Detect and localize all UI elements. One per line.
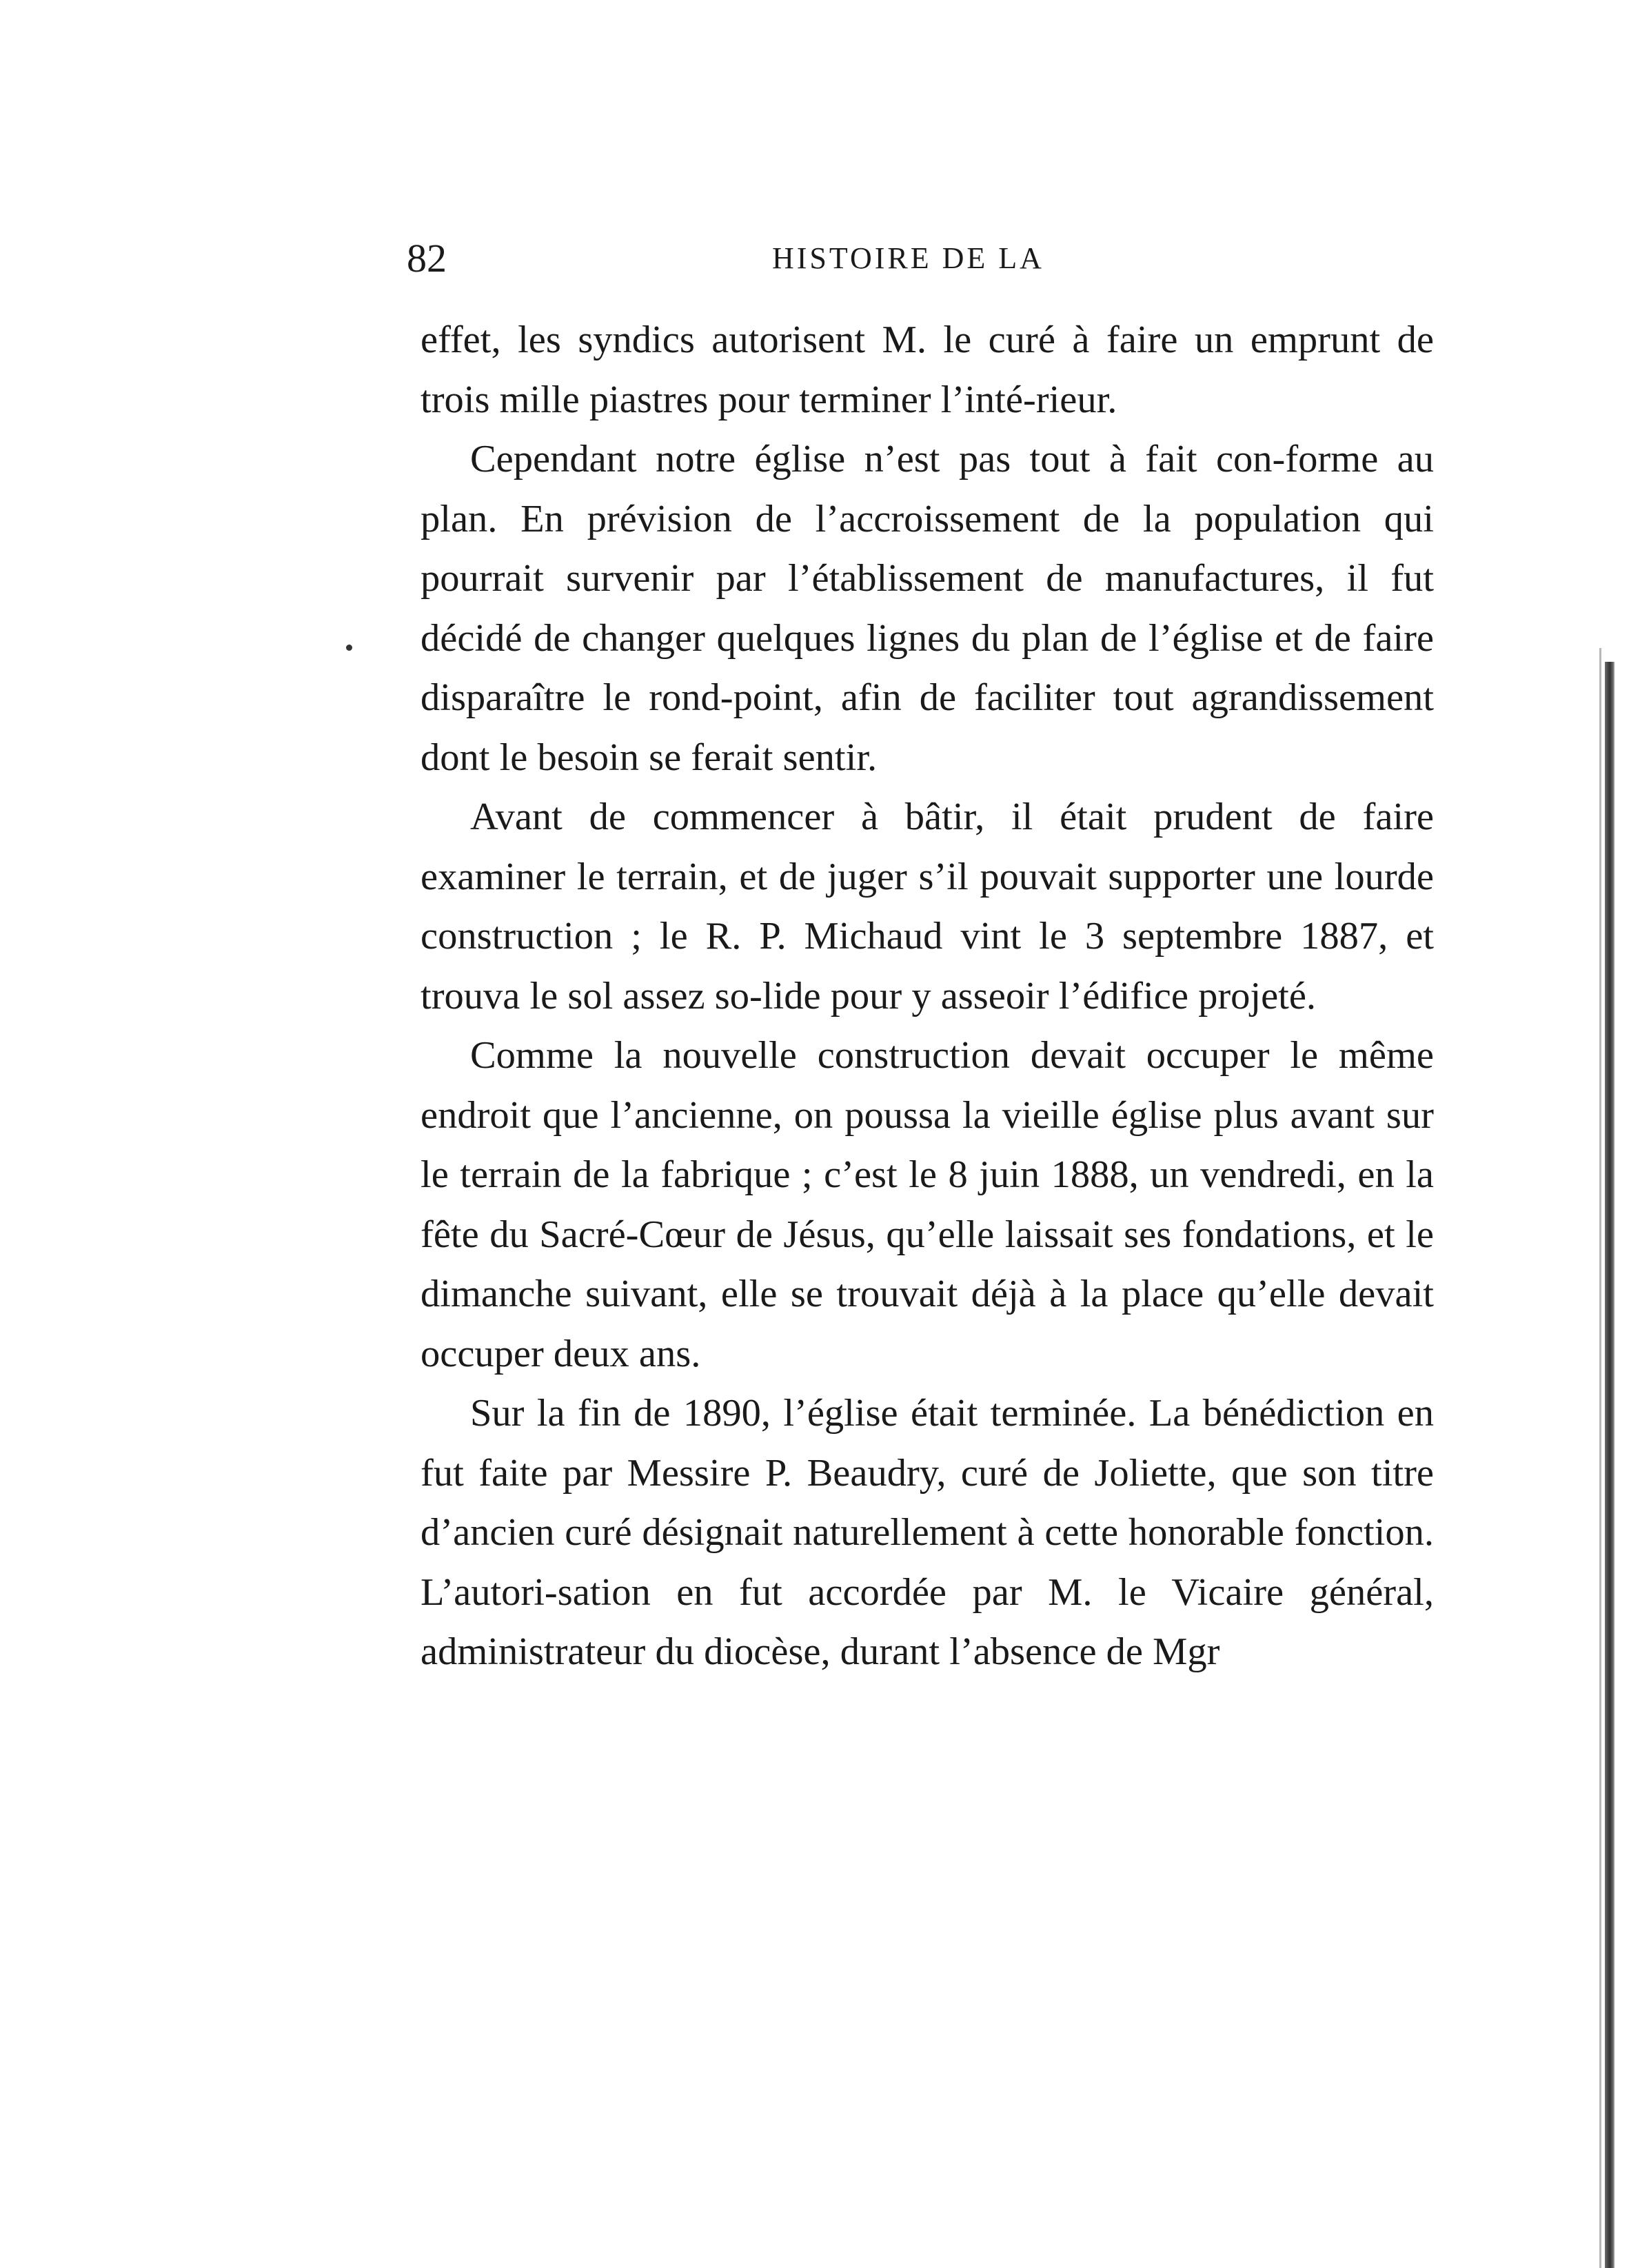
paragraph-benediction: Sur la fin de 1890, l’église était terminée. La bénédiction en fut faite par Messire P. Beaudry, curé de Joliette, que son titre d’ancien curé désignait naturellement à cette honorable fonction. L’autori-sation en fut accordée par M. le Vicaire général, administrateur du diocèse, durant l’absence de Mgr bbox=[421, 1392, 1434, 1673]
paragraph-moving-church: Comme la nouvelle construction devait occuper le même endroit que l’ancienne, on poussa la vieille église plus avant sur le terrain de la fabrique ; c’est le 8 juin 1888, un vendredi, en la fête du Sacré-Cœur de Jésus, qu’elle laissait ses fondations, et le dimanche suivant, elle se trouvait déjà à la place qu’elle devait occuper deux ans. bbox=[421, 1034, 1434, 1375]
running-title: HISTOIRE DE LA bbox=[772, 241, 1044, 275]
paragraph-church-plan: Cependant notre église n’est pas tout à fait con-forme au plan. En prévision de l’accroissement de la population qui pourrait survenir par l’établissement de manufactures, il fut décidé de changer quelques lignes du plan de l’église et de faire disparaître le rond-point, afin de faciliter tout agrandissement dont le besoin se ferait sentir. bbox=[421, 438, 1434, 779]
paragraph-terrain: Avant de commencer à bâtir, il était prudent de faire examiner le terrain, et de juger s’il pouvait supporter une lourde construction ; le R. P. Michaud vint le 3 septembre 1887, et trouva le sol assez so-lide pour y asseoir l’édifice projeté. bbox=[421, 796, 1434, 1017]
scan-edge-shadow bbox=[1605, 662, 1614, 2268]
running-header bbox=[407, 231, 1434, 286]
scan-edge-line bbox=[1599, 648, 1601, 2268]
body-text bbox=[421, 310, 1434, 1682]
margin-mark bbox=[346, 645, 352, 651]
page-number: 82 bbox=[407, 236, 447, 281]
paragraph-continuation: effet, les syndics autorisent M. le curé à faire un emprunt de trois mille piastres pour terminer l’inté-rieur. bbox=[421, 318, 1434, 421]
